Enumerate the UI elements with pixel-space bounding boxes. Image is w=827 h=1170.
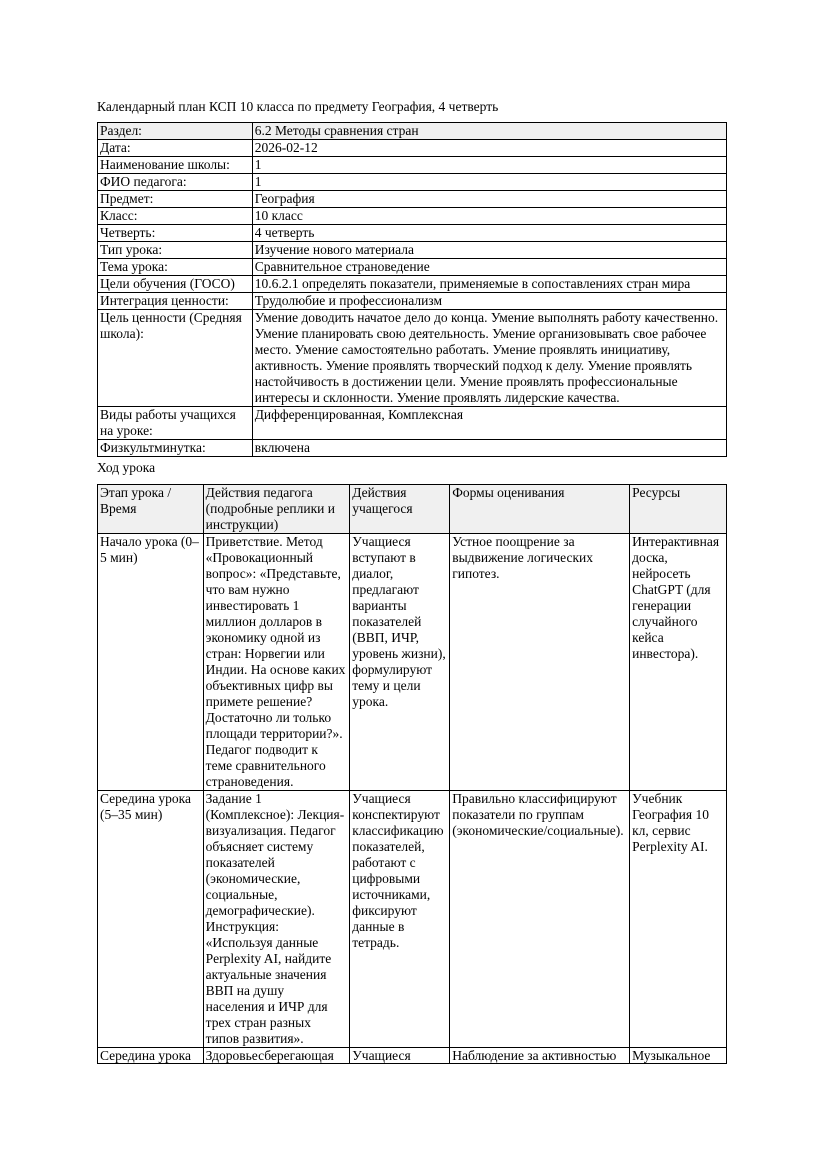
flow-cell-text: Задание 1 (Комплексное): Лекция-визуализация. Педагог объясняет систему показателей (экономические, социальные, демографические). Инструкция: «Используя данные Perplexity AI, найдите актуальные значения ВВП на душу населения и ИЧР для трех стран разных типов развития». — [205, 791, 345, 1046]
flow-column-header: Ресурсы — [630, 485, 727, 534]
info-row-value: Трудолюбие и профессионализм — [252, 293, 726, 310]
flow-cell-text: Музыкальное — [632, 1048, 711, 1063]
info-row-value: 4 четверть — [252, 225, 726, 242]
info-row-value: 1 — [252, 174, 726, 191]
info-row-label: Виды работы учащихся на уроке: — [98, 407, 253, 440]
lesson-flow-heading: Ход урока — [97, 460, 156, 475]
info-row-value: Умение доводить начатое дело до конца. Умение выполнять работу качественно. Умение планировать свою деятельность. Умение организовывать свое рабочее место. Умение самостоятельно работать. Умение проявлять инициативу, активность. Умение проявлять творческий подход к делу. Умение проявлять настойчивость в достижении цели. Умение проявлять профессиональные интересы и склонности. Умение проявлять лидерские качества. — [252, 310, 726, 407]
info-row-value: География — [252, 191, 726, 208]
flow-column-header: Действия учащегося — [350, 485, 450, 534]
flow-cell-text: Здоровьесберегающая — [205, 1048, 334, 1063]
flow-cell-text: Интерактивная доска, нейросеть ChatGPT (для генерации случайного кейса инвестора). — [632, 534, 720, 661]
flow-cell-stage — [98, 1048, 204, 1064]
info-row-label: Интеграция ценности: — [98, 293, 253, 310]
flow-cell-resources — [630, 1048, 727, 1064]
info-row — [98, 293, 727, 310]
flow-column-header: Действия педагога (подробные реплики и инструкции) — [203, 485, 350, 534]
info-row — [98, 123, 727, 140]
flow-cell-student — [350, 534, 450, 791]
flow-cell-text: Правильно классифицируют показатели по группам (экономические/социальные). — [452, 791, 624, 838]
flow-cell-teacher — [203, 1048, 350, 1064]
info-row-label: Класс: — [98, 208, 253, 225]
info-row-label: Цель ценности (Средняя школа): — [98, 310, 253, 407]
flow-cell-student — [350, 791, 450, 1048]
info-row-label: ФИО педагога: — [98, 174, 253, 191]
info-row-value: 2026-02-12 — [252, 140, 726, 157]
flow-cell-assessment — [450, 534, 630, 791]
info-row — [98, 157, 727, 174]
info-row — [98, 191, 727, 208]
flow-cell-text: Учащиеся конспектируют классификацию показателей, работают с цифровыми источниками, фиксируют данные в тетрадь. — [352, 791, 444, 950]
lesson-flow-table — [97, 484, 727, 1064]
flow-cell-resources — [630, 791, 727, 1048]
info-row-label: Раздел: — [98, 123, 253, 140]
info-row — [98, 310, 727, 407]
lesson-flow-table-body — [98, 534, 727, 1064]
flow-row — [98, 791, 727, 1048]
flow-cell-text: Середина урока (5–35 мин) — [100, 791, 192, 822]
info-row — [98, 242, 727, 259]
info-row — [98, 174, 727, 191]
flow-column-header: Этап урока / Время — [98, 485, 204, 534]
flow-cell-text: Учащиеся вступают в диалог, предлагают варианты показателей (ВВП, ИЧР, уровень жизни), формулируют тему и цели урока. — [352, 534, 446, 709]
flow-cell-text: Начало урока (0–5 мин) — [100, 534, 199, 565]
flow-cell-text: Устное поощрение за выдвижение логических гипотез. — [452, 534, 593, 581]
info-row — [98, 276, 727, 293]
info-row — [98, 225, 727, 242]
flow-column-header: Формы оценивания — [450, 485, 630, 534]
info-row-label: Тип урока: — [98, 242, 253, 259]
info-row-value: Сравнительное страноведение — [252, 259, 726, 276]
info-row-label: Цели обучения (ГОСО) — [98, 276, 253, 293]
flow-cell-text: Учебник География 10 кл, сервис Perplexity AI. — [632, 791, 709, 854]
info-row-value: Дифференцированная, Комплексная — [252, 407, 726, 440]
flow-cell-student — [350, 1048, 450, 1064]
info-row-label: Физкультминутка: — [98, 440, 253, 457]
lesson-info-table-body — [98, 123, 727, 457]
info-row — [98, 140, 727, 157]
document-title: Календарный план КСП 10 класса по предмету География, 4 четверть — [97, 99, 499, 114]
flow-row — [98, 534, 727, 791]
flow-cell-assessment — [450, 791, 630, 1048]
info-row-value: 6.2 Методы сравнения стран — [252, 123, 726, 140]
info-row-value: 10.6.2.1 определять показатели, применяемые в сопоставлениях стран мира — [252, 276, 726, 293]
info-row — [98, 440, 727, 457]
flow-row — [98, 1048, 727, 1064]
flow-cell-assessment — [450, 1048, 630, 1064]
info-row-value: включена — [252, 440, 726, 457]
flow-cell-text: Наблюдение за активностью — [452, 1048, 617, 1063]
lesson-info-table — [97, 122, 727, 457]
info-row-value: Изучение нового материала — [252, 242, 726, 259]
flow-cell-stage — [98, 791, 204, 1048]
info-row-label: Дата: — [98, 140, 253, 157]
flow-cell-resources — [630, 534, 727, 791]
info-row-value: 1 — [252, 157, 726, 174]
info-row-value: 10 класс — [252, 208, 726, 225]
info-row-label: Наименование школы: — [98, 157, 253, 174]
flow-cell-text: Приветствие. Метод «Провокационный вопрос»: «Представьте, что вам нужно инвестировать 1 миллион долларов в экономику одной из стран: Норвегии или Индии. На основе каких объективных цифр вы примете решение? Достаточно ли только площади территории?». Педагог подводит к теме сравнительного страноведения. — [205, 534, 346, 789]
flow-cell-text: Учащиеся — [352, 1048, 411, 1063]
flow-cell-teacher — [203, 791, 350, 1048]
info-row — [98, 407, 727, 440]
flow-cell-teacher — [203, 534, 350, 791]
info-row-label: Предмет: — [98, 191, 253, 208]
document-page — [97, 99, 727, 1163]
flow-cell-stage — [98, 534, 204, 791]
info-row-label: Четверть: — [98, 225, 253, 242]
info-row — [98, 259, 727, 276]
lesson-flow-header-row — [98, 485, 727, 534]
flow-cell-text: Середина урока — [100, 1048, 192, 1063]
info-row-label: Тема урока: — [98, 259, 253, 276]
info-row — [98, 208, 727, 225]
